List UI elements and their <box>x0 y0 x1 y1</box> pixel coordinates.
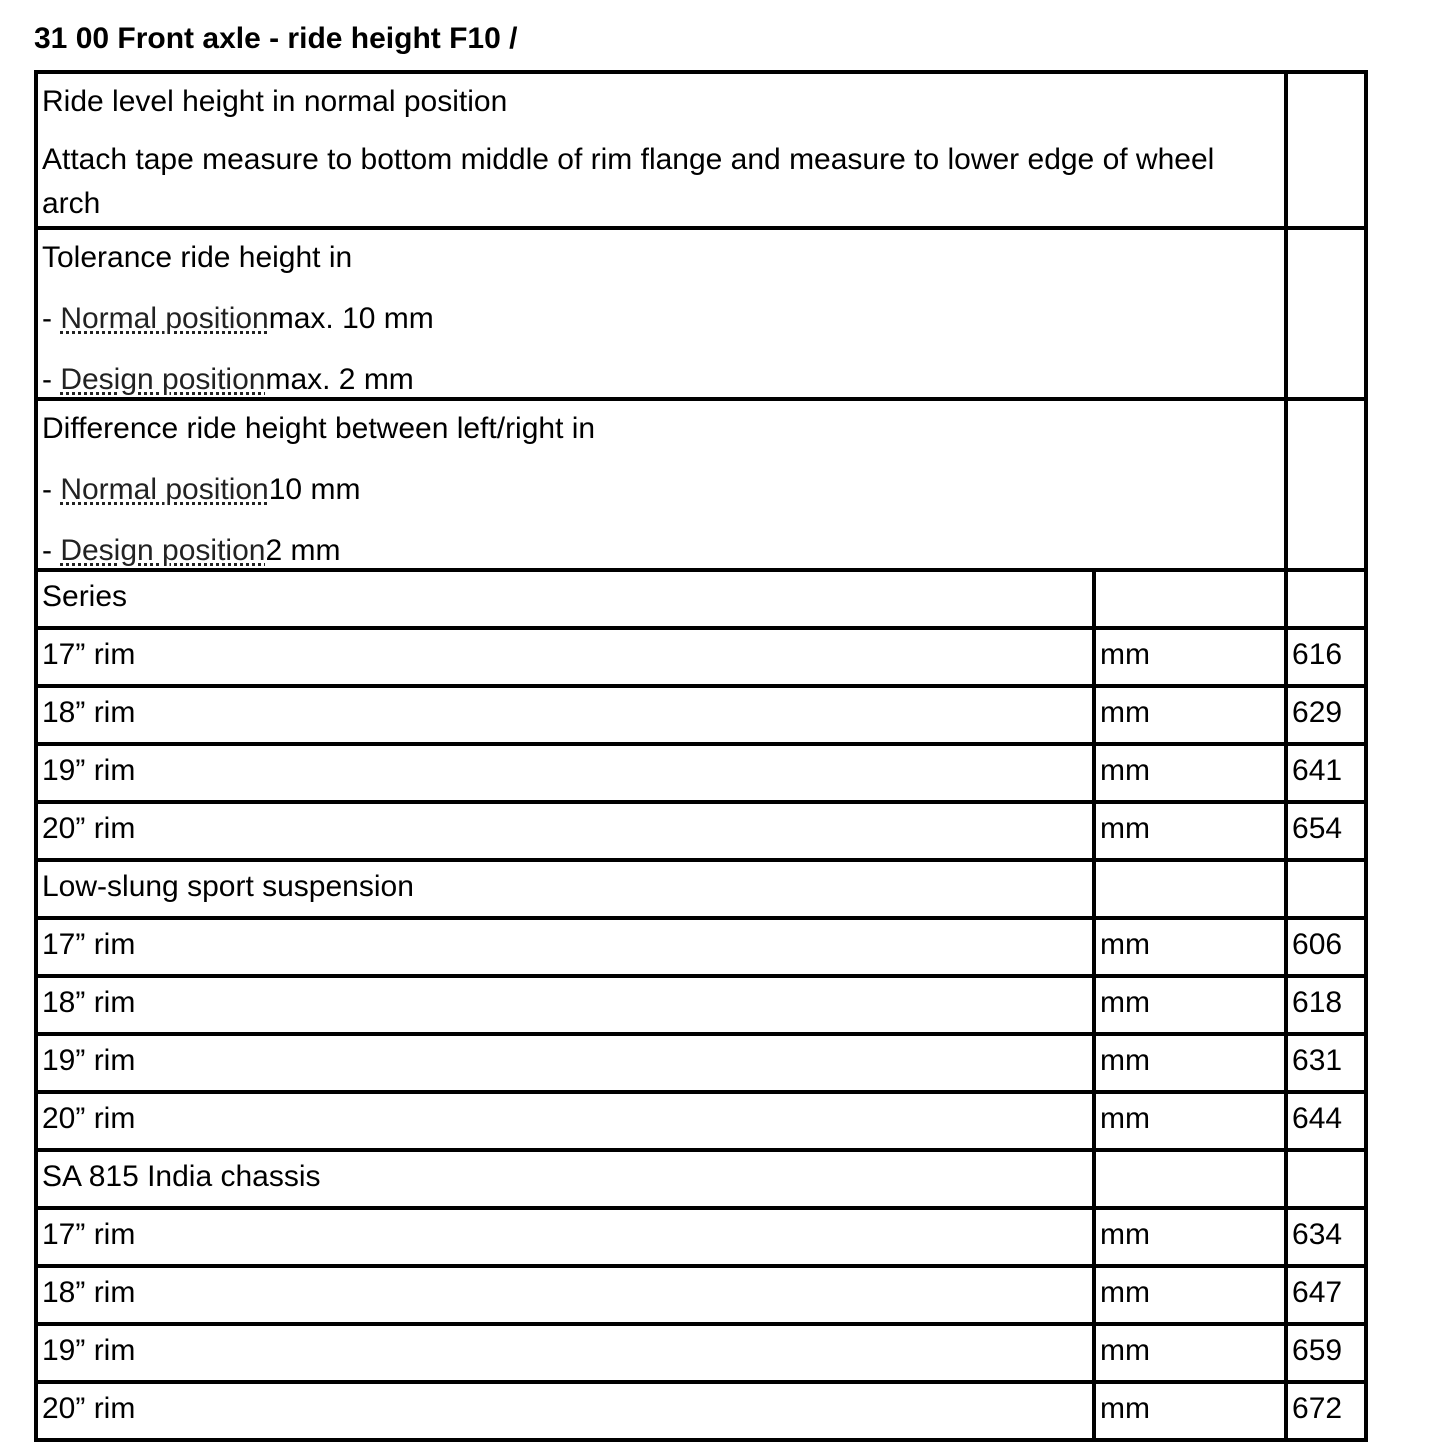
table-row <box>36 976 1366 1034</box>
difference-design-value: 2 mm <box>265 534 341 567</box>
height-value: 644 <box>1286 1092 1366 1150</box>
rim-size: 20” rim <box>36 1382 1094 1440</box>
tolerance-heading: Tolerance ride height in <box>42 241 353 274</box>
table-row <box>36 1382 1366 1440</box>
bullet-dash: - <box>42 302 61 335</box>
ride-height-table <box>34 70 1368 1442</box>
table-row <box>36 802 1366 860</box>
difference-heading: Difference ride height between left/right in <box>42 412 596 445</box>
group-header-row <box>36 570 1366 628</box>
table-row <box>36 1208 1366 1266</box>
rim-size: 18” rim <box>36 976 1094 1034</box>
height-value: 641 <box>1286 744 1366 802</box>
tolerance-normal-value: max. 10 mm <box>268 302 434 335</box>
unit: mm <box>1094 686 1286 744</box>
table-row <box>36 1034 1366 1092</box>
empty-cell <box>1094 860 1286 918</box>
unit: mm <box>1094 918 1286 976</box>
rim-size: 17” rim <box>36 918 1094 976</box>
height-value: 616 <box>1286 628 1366 686</box>
empty-cell <box>1286 860 1366 918</box>
tolerance-row <box>36 228 1366 399</box>
rim-size: 18” rim <box>36 686 1094 744</box>
height-value: 618 <box>1286 976 1366 1034</box>
rim-size: 20” rim <box>36 802 1094 860</box>
table-row <box>36 1092 1366 1150</box>
bullet-dash: - <box>42 363 61 396</box>
difference-design-line <box>42 507 1280 568</box>
difference-normal-line <box>42 446 1280 507</box>
difference-row <box>36 399 1366 570</box>
tolerance-normal-line <box>42 275 1280 336</box>
measurement-instructions-cell <box>36 72 1286 228</box>
unit: mm <box>1094 976 1286 1034</box>
bullet-dash: - <box>42 473 61 506</box>
unit: mm <box>1094 1092 1286 1150</box>
empty-cell <box>1286 1150 1366 1208</box>
unit: mm <box>1094 1324 1286 1382</box>
table-row <box>36 628 1366 686</box>
tolerance-design-line <box>42 336 1280 397</box>
rim-size: 19” rim <box>36 1324 1094 1382</box>
height-value: 672 <box>1286 1382 1366 1440</box>
rim-size: 17” rim <box>36 628 1094 686</box>
measurement-instructions-row <box>36 72 1366 228</box>
tolerance-cell <box>36 228 1286 399</box>
unit: mm <box>1094 802 1286 860</box>
height-value: 606 <box>1286 918 1366 976</box>
design-position-link[interactable]: Design position <box>60 534 266 567</box>
table-row <box>36 744 1366 802</box>
ride-level-heading: Ride level height in normal position <box>42 85 508 118</box>
rim-size: 18” rim <box>36 1266 1094 1324</box>
unit: mm <box>1094 1208 1286 1266</box>
empty-cell <box>1286 228 1366 399</box>
group-label: SA 815 India chassis <box>36 1150 1094 1208</box>
unit: mm <box>1094 1034 1286 1092</box>
group-label: Low-slung sport suspension <box>36 860 1094 918</box>
rim-size: 20” rim <box>36 1092 1094 1150</box>
design-position-link[interactable]: Design position <box>60 363 266 396</box>
height-value: 659 <box>1286 1324 1366 1382</box>
height-value: 654 <box>1286 802 1366 860</box>
height-value: 634 <box>1286 1208 1366 1266</box>
height-value: 647 <box>1286 1266 1366 1324</box>
normal-position-link[interactable]: Normal position <box>60 473 269 506</box>
empty-cell <box>1094 1150 1286 1208</box>
empty-cell <box>1286 72 1366 228</box>
normal-position-link[interactable]: Normal position <box>60 302 269 335</box>
difference-cell <box>36 399 1286 570</box>
unit: mm <box>1094 1382 1286 1440</box>
empty-cell <box>1286 399 1366 570</box>
unit: mm <box>1094 1266 1286 1324</box>
unit: mm <box>1094 628 1286 686</box>
empty-cell <box>1094 570 1286 628</box>
height-value: 629 <box>1286 686 1366 744</box>
table-row <box>36 1324 1366 1382</box>
measurement-instruction-text: Attach tape measure to bottom middle of rim flange and measure to lower edge of wheel arch <box>42 143 1215 220</box>
table-row <box>36 918 1366 976</box>
document-title: 31 00 Front axle - ride height F10 / <box>34 22 518 55</box>
table-row <box>36 1266 1366 1324</box>
height-value: 631 <box>1286 1034 1366 1092</box>
empty-cell <box>1286 570 1366 628</box>
unit: mm <box>1094 744 1286 802</box>
group-header-row <box>36 860 1366 918</box>
tolerance-design-value: max. 2 mm <box>265 363 414 396</box>
group-label: Series <box>36 570 1094 628</box>
rim-size: 19” rim <box>36 1034 1094 1092</box>
group-header-row <box>36 1150 1366 1208</box>
bullet-dash: - <box>42 534 61 567</box>
difference-normal-value: 10 mm <box>268 473 361 506</box>
table-row <box>36 686 1366 744</box>
rim-size: 19” rim <box>36 744 1094 802</box>
rim-size: 17” rim <box>36 1208 1094 1266</box>
